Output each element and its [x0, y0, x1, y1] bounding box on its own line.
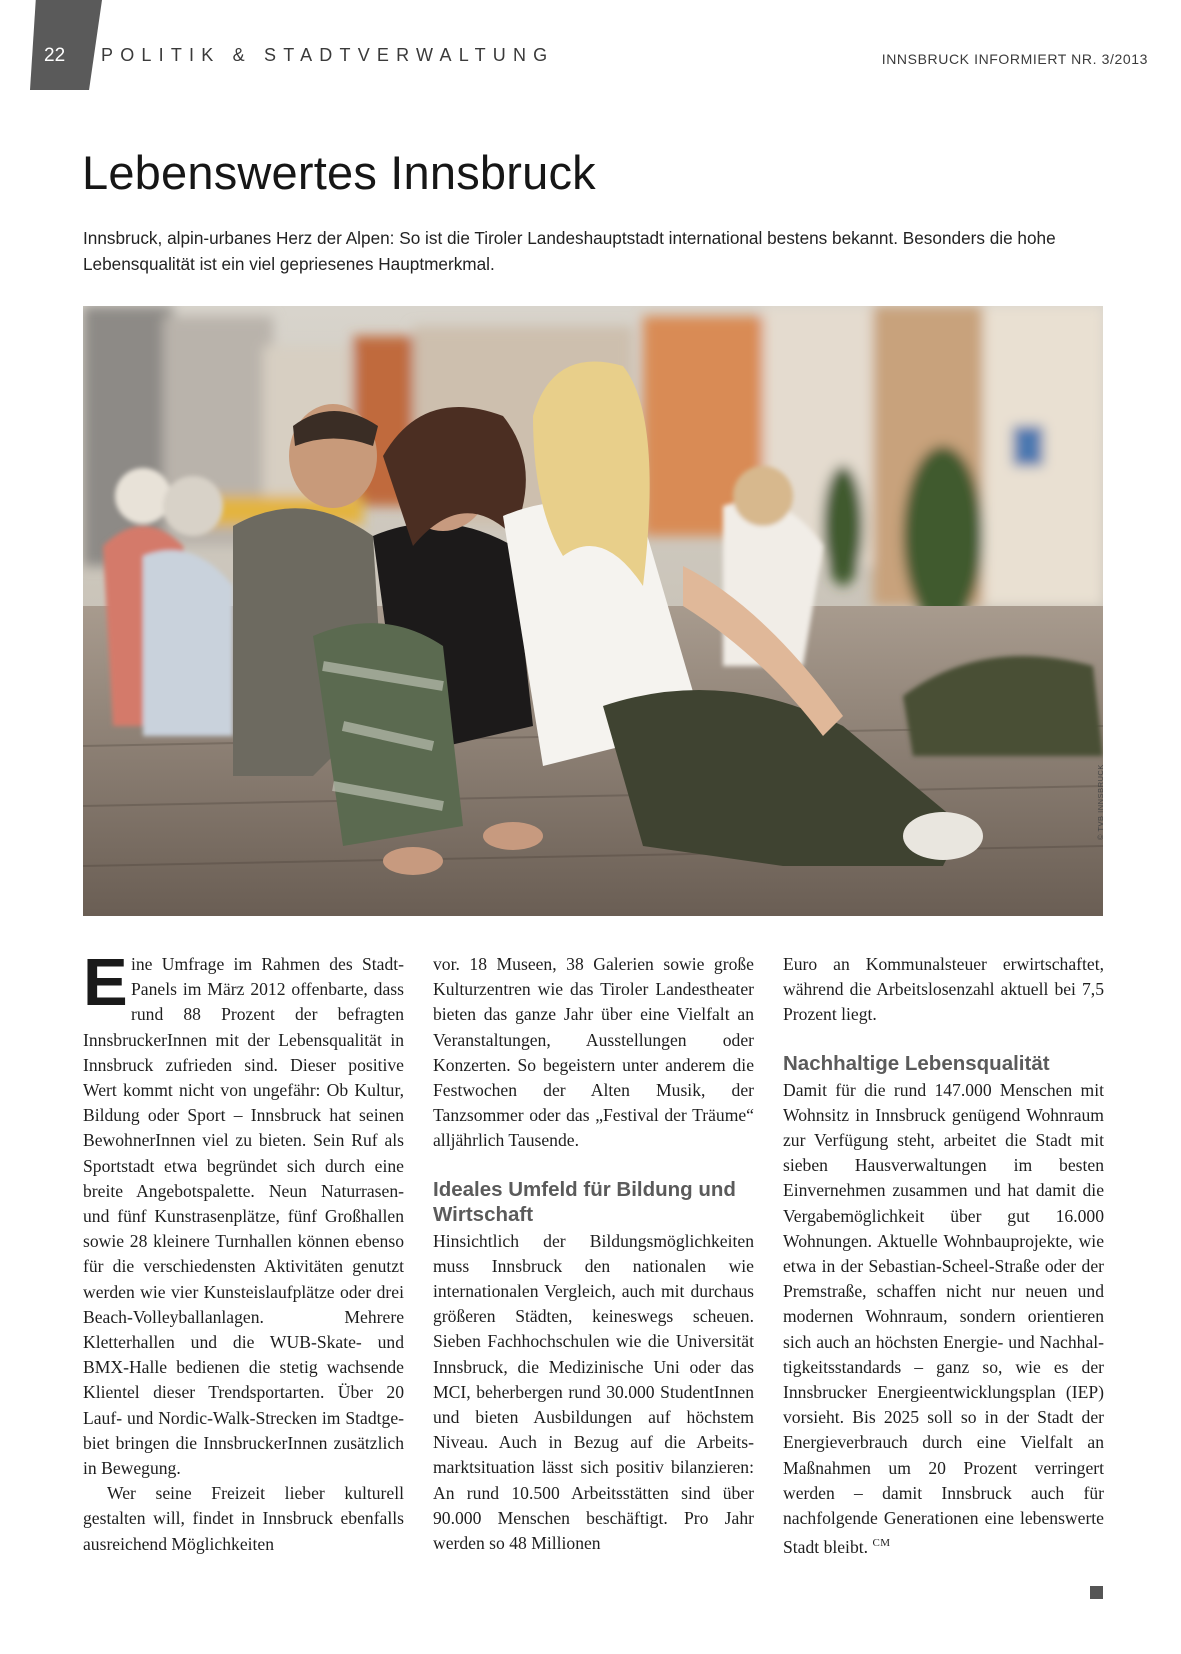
body-paragraph: Wer seine Freizeit lieber kulturell gestalten will, findet in Innsbruck ebenfalls ausreichend Möglichkeiten — [83, 1483, 404, 1554]
closing-paragraph-text: Damit für die rund 147.000 Menschen mit Wohnsitz in Innsbruck genügend Wohnraum zur Verfügung steht, arbeitet die Stadt mit sieben Hausverwaltungen im besten Einvernehmen zusammen und hat damit die Vergabemöglichkeit über gut 16.000 Wohnungen. Aktuelle Wohnbauprojekte, wie etwa in der Sebastian-Scheel-Straße oder der Premstraße, schaffen nicht nur neuen und modernen Wohnraum, sondern orientieren sich auch an höchsten Energie- und Nachhaltigkeitsstandards – ganz so, wie es der Innsbrucker Energieentwicklungsplan (IEP) vorsieht. Bis 2025 soll so in der Stadt der Energieverbrauch durch eine Vielfalt an Maßnahmen um 20 Prozent verringert werden – damit Innsbruck auch für nachfolgende Generationen eine lebenswerte Stadt bleibt. — [783, 1079, 1104, 1558]
article-title: Lebenswertes Innsbruck — [82, 146, 596, 199]
body-paragraph: ine Umfrage im Rahmen des Stadt-Panels im März 2012 offenbarte, dass rund 88 Prozent der befragten InnsbruckerInnen mit der Lebensqualität in Innsbruck zufrieden sind. Dieser positive Wert kommt nicht von ungefähr: Ob Kultur, Bildung oder Sport – Innsbruck hat seinen BewohnerInnen viel zu bieten. Sein Ruf als Sportstadt etwa begründet sich durch eine breite Angebotspalette. Neun Naturrasen- und fünf Kunstrasenplätze, fünf Großhallen sowie 28 kleinere Turnhallen können ebenso für die verschiedensten Aktivitäten genutzt werden wie vier Kunsteislaufplätze oder drei Beach-Volleyballanlagen. Mehrere Kletterhallen und die WUB-Skate- und BMX-Halle bedienen die stetig wachsende Klientel dieser Trendsportarten. Über 20 Lauf- und Nordic-Walk-Strecken im Stadtgebiet bringen die InnsbruckerInnen zusätzlich in Bewegung. — [83, 954, 404, 1479]
article-column-3 — [783, 952, 1104, 1560]
street-scene-photo — [83, 306, 1103, 916]
section-title: POLITIK & STADTVERWALTUNG — [101, 45, 555, 65]
article-column-1 — [83, 945, 404, 1557]
photo-credit: © TVB INNSBRUCK — [1096, 764, 1105, 840]
issue-label: INNSBRUCK INFORMIERT NR. 3/2013 — [881, 51, 1148, 67]
body-paragraph: vor. 18 Museen, 38 Galerien sowie große Kulturzentren wie das Tiroler Landestheater bieten das ganze Jahr über eine Vielfalt an Veranstaltungen, Ausstellungen oder Konzerten. So begeistern unter anderem die Festwochen der Alten Musik, der Tanzsommer oder das „Festival der Träume“ alljährlich Tausende. — [433, 954, 754, 1151]
subheading: Ideales Umfeld für Bildung und Wirtschaft — [433, 1177, 736, 1226]
article-column-2 — [433, 952, 754, 1556]
article-lead: Innsbruck, alpin-urbanes Herz der Alpen: So ist die Tiroler Landeshauptstadt international bestens bekannt. Besonders die hohe Lebensqualität ist ein viel gepriesenes Hauptmerkmal. — [83, 228, 1056, 274]
page-number: 22 — [44, 45, 66, 66]
body-paragraph: Hinsichtlich der Bildungsmöglichkeiten muss Innsbruck den nationalen wie internationalen Vergleich, auch mit durchaus größeren Städten, keineswegs scheuen. Sieben Fachhochschulen wie die Universität Innsbruck, die Medizinische Uni oder das MCI, beherbergen rund 30.000 StudentInnen und bieten Ausbildungen auf höchstem Niveau. Auch in Bezug auf die Arbeitsmarktsituation lässt sich positiv bilanzieren: An rund 10.500 Arbeitsstätten sind über 90.000 Menschen beschäftigt. Pro Jahr werden so 48 Millionen — [433, 1230, 754, 1554]
drop-cap: E — [83, 945, 128, 1020]
end-of-article-mark — [1090, 1586, 1103, 1599]
article-photo — [83, 306, 1103, 916]
body-paragraph — [783, 1078, 1104, 1561]
body-paragraph: Euro an Kommunalsteuer erwirtschaftet, während die Arbeitslosenzahl aktuell bei 7,5 Prozent liegt. — [783, 954, 1104, 1025]
subheading: Nachhaltige Lebensqualität — [783, 1051, 1050, 1075]
author-signature: CM — [872, 1537, 891, 1550]
